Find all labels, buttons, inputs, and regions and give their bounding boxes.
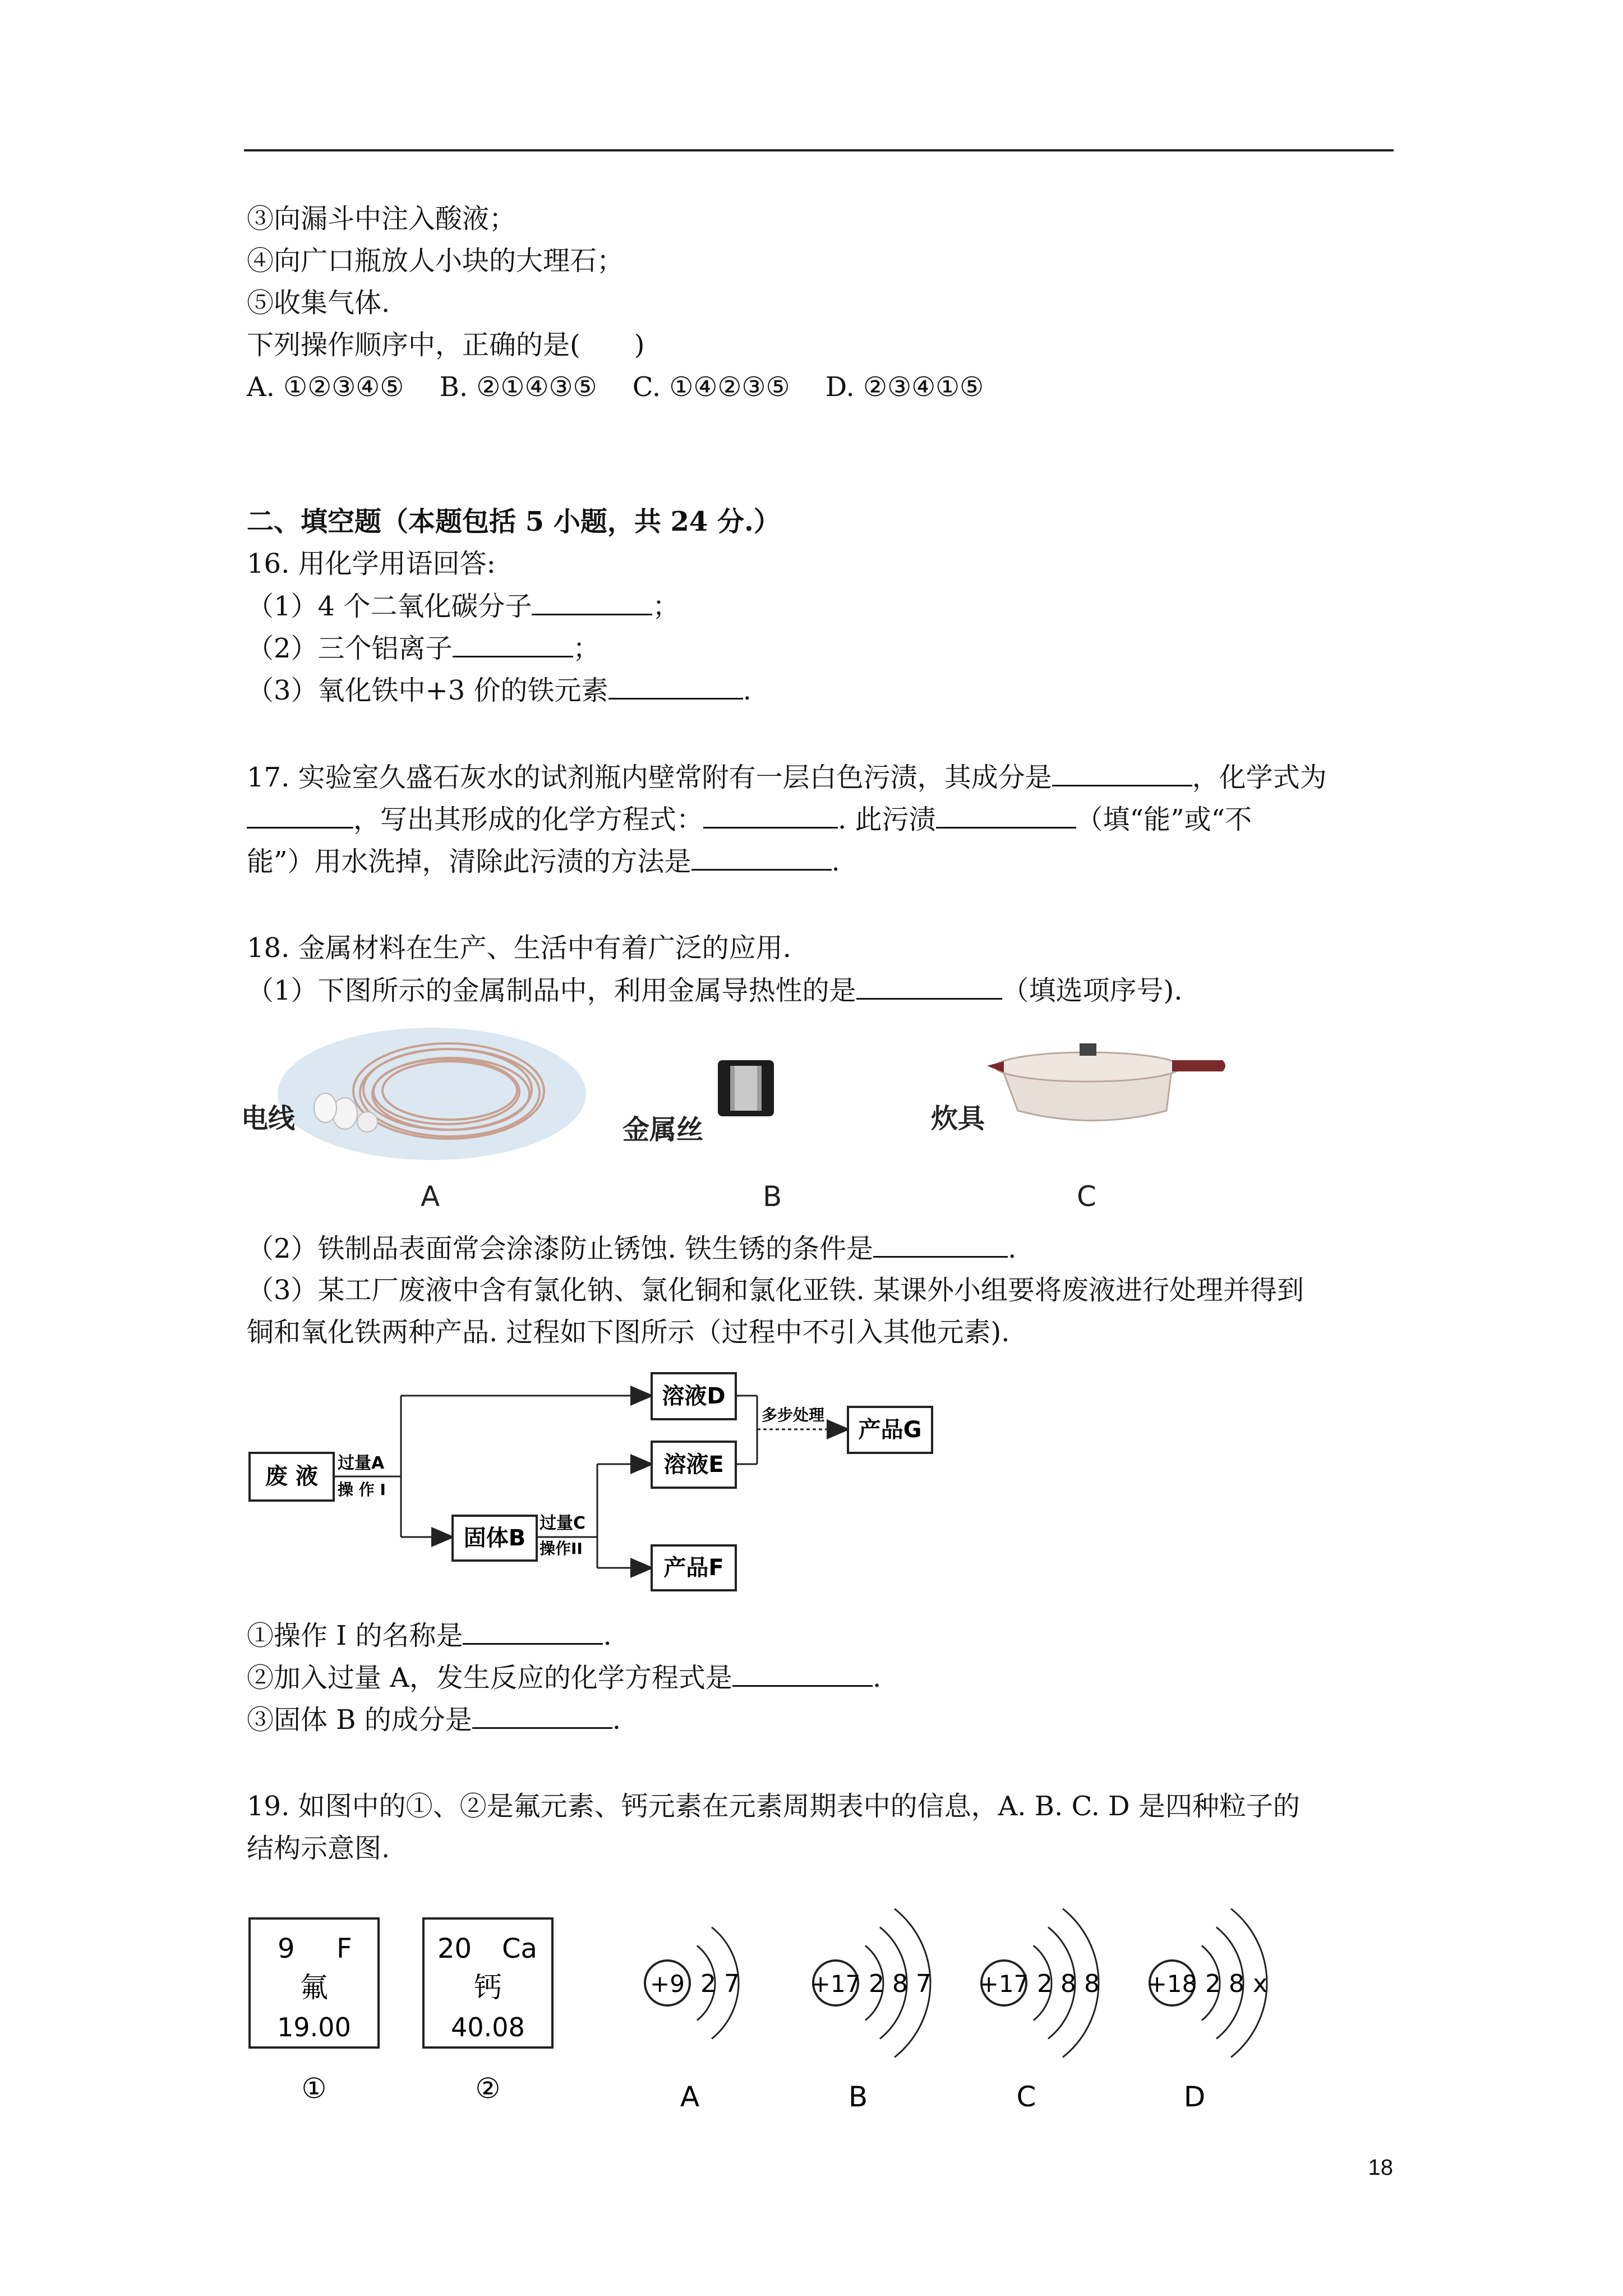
question-16-1: （1）4 个二氧化碳分子 ； xyxy=(247,589,679,623)
svg-text:溶液E: 溶液E xyxy=(663,1452,724,1478)
answer-blank[interactable] xyxy=(703,802,838,829)
svg-text:40.08: 40.08 xyxy=(451,2012,525,2042)
answer-blank[interactable] xyxy=(856,973,1002,1000)
svg-text:20: 20 xyxy=(437,1933,472,1964)
question-18-2: （2）铁制品表面常会涂漆防止锈蚀. 铁生锈的条件是 . xyxy=(247,1231,1016,1266)
electron-count: 8 xyxy=(1061,1970,1076,1998)
line-step4: ④向广口瓶放人小块的大理石； xyxy=(247,245,624,277)
answer-blank[interactable] xyxy=(732,1660,873,1687)
operation-1-label: 操 作 I xyxy=(338,1480,386,1499)
metal-wire-spool xyxy=(718,1060,774,1116)
svg-text:产品F: 产品F xyxy=(663,1555,724,1581)
wire-label: 电线 xyxy=(241,1103,296,1134)
answer-blank[interactable] xyxy=(873,1231,1008,1258)
svg-text:Ca: Ca xyxy=(502,1933,537,1964)
svg-text:钙: 钙 xyxy=(474,1971,502,2004)
operation-2-label: 操作II xyxy=(540,1539,583,1558)
question-18-step2: ②加入过量 A，发生反应的化学方程式是 . xyxy=(247,1660,881,1695)
particle-caption: B xyxy=(848,2081,868,2113)
electron-count: 8 xyxy=(892,1970,908,1998)
line-step3: ③向漏斗中注入酸液； xyxy=(247,203,517,234)
nucleus-charge: +18 xyxy=(1147,1970,1197,1998)
particle-a xyxy=(645,1927,740,2113)
question-19-line1: 19. 如图中的①、②是氟元素、钙元素在元素周期表中的信息，A. B. C. D 是四种粒子的 xyxy=(247,1791,1300,1822)
question-17-line3: 能”）用水洗掉，清除此污渍的方法是 . xyxy=(247,844,840,878)
solid-b-box xyxy=(453,1516,537,1561)
excess-a-label: 过量A xyxy=(338,1453,385,1473)
pressure-cooker xyxy=(987,1043,1225,1121)
nucleus-charge: +17 xyxy=(979,1970,1029,1998)
particle-b xyxy=(811,1909,932,2113)
question-17-line2: ，写出其形成的化学方程式： . 此污渍 （填“能”或“不 xyxy=(247,802,1252,836)
answer-blank[interactable] xyxy=(532,589,652,615)
electron-count: 2 xyxy=(700,1970,716,1998)
svg-text:F: F xyxy=(336,1933,352,1964)
calcium-element-card xyxy=(423,1918,552,2047)
caption-a: A xyxy=(421,1180,440,1213)
question-18-step1: ①操作 I 的名称是 . xyxy=(247,1618,612,1653)
question-18-1: （1）下图所示的金属制品中，利用金属导热性的是 （填选项序号). xyxy=(247,973,1183,1007)
answer-blank[interactable] xyxy=(608,673,743,700)
svg-text:固体B: 固体B xyxy=(463,1525,526,1551)
product-f-box xyxy=(652,1545,736,1590)
svg-text:溶液D: 溶液D xyxy=(662,1383,726,1409)
multi-step-label: 多步处理 xyxy=(762,1406,825,1424)
electron-count: x xyxy=(1252,1970,1268,1998)
answer-blank[interactable] xyxy=(1052,760,1192,786)
caption-b: B xyxy=(763,1180,782,1213)
svg-text:9: 9 xyxy=(278,1933,295,1964)
process-flowchart xyxy=(247,1369,953,1593)
nucleus-charge: +17 xyxy=(810,1970,861,1998)
particle-caption: C xyxy=(1016,2081,1036,2113)
answer-blank[interactable] xyxy=(247,802,353,829)
solution-d-box xyxy=(652,1373,736,1419)
particle-caption: A xyxy=(680,2081,700,2113)
mark-1: ① xyxy=(301,2072,327,2105)
question-16: 16. 用化学用语回答: xyxy=(247,548,496,579)
question-18: 18. 金属材料在生产、生活中有着广泛的应用. xyxy=(247,932,791,964)
page-number: 18 xyxy=(1368,2155,1393,2180)
question-16-3: （3）氧化铁中+3 价的铁元素 . xyxy=(247,673,751,707)
question-16-2: （2）三个铝离子 ； xyxy=(247,631,600,665)
line-step5: ⑤收集气体. xyxy=(247,287,390,319)
electron-count: 7 xyxy=(724,1970,740,1998)
answer-options: A. ①②③④⑤ B. ②①④③⑤ C. ①④②③⑤ D. ②③④①⑤ xyxy=(247,371,984,403)
answer-blank[interactable] xyxy=(453,631,573,657)
answer-blank[interactable] xyxy=(936,802,1076,829)
question-18-3-line2: 铜和氧化铁两种产品. 过程如下图所示（过程中不引入其他元素). xyxy=(247,1317,1010,1348)
particle-caption: D xyxy=(1183,2081,1206,2113)
product-g-box xyxy=(848,1407,932,1453)
answer-blank[interactable] xyxy=(691,844,832,871)
wire-photo xyxy=(278,1028,586,1160)
svg-text:产品G: 产品G xyxy=(858,1417,922,1443)
electron-count: 7 xyxy=(916,1970,932,1998)
electron-count: 8 xyxy=(1229,1970,1244,1998)
question-19-line2: 结构示意图. xyxy=(247,1833,390,1864)
question-17-line1: 17. 实验室久盛石灰水的试剂瓶内壁常附有一层白色污渍，其成分是 ，化学式为 xyxy=(247,760,1327,794)
header-rule xyxy=(244,149,1394,151)
electron-count: 2 xyxy=(869,1970,884,1998)
svg-text:废 液: 废 液 xyxy=(265,1464,318,1489)
metal-products-figure xyxy=(241,1027,1251,1228)
electron-count: 2 xyxy=(1037,1970,1053,1998)
question-18-3-line1: （3）某工厂废液中含有氯化钠、氯化铜和氯化亚铁. 某课外小组要将废液进行处理并得到 xyxy=(247,1274,1304,1306)
question-18-step3: ③固体 B 的成分是 . xyxy=(247,1703,621,1737)
element-structure-figure xyxy=(241,1885,1335,2120)
mark-2: ② xyxy=(475,2072,501,2105)
fluorine-element-card xyxy=(250,1918,379,2047)
particle-d xyxy=(1147,1909,1267,2113)
svg-text:19.00: 19.00 xyxy=(277,2012,351,2042)
section-heading: 二、填空题（本题包括 5 小题，共 24 分.） xyxy=(247,506,781,537)
metal-wire-label: 金属丝 xyxy=(623,1114,704,1145)
waste-liquid-box xyxy=(250,1453,334,1501)
particle-c xyxy=(979,1909,1100,2113)
answer-blank[interactable] xyxy=(463,1618,603,1645)
question-stem: 下列操作顺序中，正确的是( ) xyxy=(247,329,645,361)
answer-blank[interactable] xyxy=(472,1703,612,1729)
electron-count: 2 xyxy=(1205,1970,1221,1998)
nucleus-charge: +9 xyxy=(650,1970,685,1998)
cookware-label: 炊具 xyxy=(931,1103,985,1134)
svg-text:氟: 氟 xyxy=(300,1971,328,2004)
electron-count: 8 xyxy=(1084,1970,1100,1998)
solution-e-box xyxy=(652,1442,736,1488)
caption-c: C xyxy=(1077,1180,1096,1213)
particle-diagrams xyxy=(645,1909,1267,2113)
excess-c-label: 过量C xyxy=(540,1513,586,1533)
